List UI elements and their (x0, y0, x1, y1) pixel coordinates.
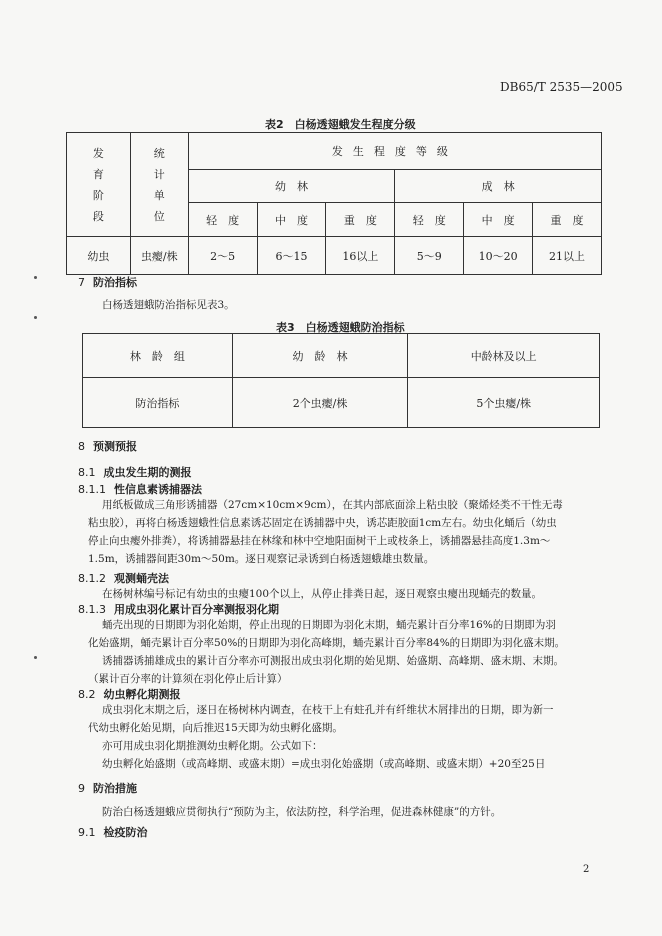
grade-cell: 轻 度 (188, 203, 257, 237)
value-cell: 6～15 (257, 237, 326, 275)
text-line: 幼虫孵化始盛期（或高峰期、或盛末期）=成虫羽化始盛期（或高峰期、或盛末期）+20至25日 (102, 758, 546, 770)
table-row (67, 237, 602, 275)
value-cell: 5个虫瘿/株 (408, 378, 600, 428)
section-title: 用成虫羽化累计百分率测报羽化期 (114, 603, 279, 616)
text-line: 用纸板做成三角形诱捕器（27cm×10cm×9cm），在其内部底面涂上粘虫胶（聚烯烃类不干性无毒 (102, 499, 563, 511)
section-9-1-heading (78, 824, 148, 840)
text-line: 化始盛期，蛹壳累计百分率50%的日期即为羽化高峰期，蛹壳累计百分率84%的日期即为羽化盛末期。 (88, 637, 566, 649)
section-title: 预测预报 (93, 440, 137, 453)
unit-cell: 虫瘿/株 (130, 237, 188, 275)
section-title: 幼虫孵化期测报 (103, 688, 181, 701)
section-number: 8.2 (78, 688, 96, 701)
grade-cell: 轻 度 (395, 203, 464, 237)
text-line: 停止向虫瘿外排粪），将诱捕器悬挂在林缘和林中空地阳面树干上或枝条上，诱捕器悬挂高度1.3m～ (88, 535, 551, 547)
section-7-paragraph: 白杨透翅蛾防治指标见表3。 (102, 299, 235, 311)
grade-cell: 重 度 (533, 203, 602, 237)
text-line: 成虫羽化末期之后，逐日在杨树林内调查，在枝干上有蛀孔并有纤维状木屑排出的日期，即为新一 (102, 704, 554, 716)
section-number: 8 (78, 440, 85, 453)
section-number: 8.1.2 (78, 572, 106, 585)
section-8-2-body (88, 701, 608, 773)
section-title: 检疫防治 (103, 826, 148, 839)
header-cell: 林 龄 组 (83, 334, 233, 378)
table-row (83, 378, 600, 428)
unit-header: 统计单位 (153, 146, 165, 223)
text-line: 诱捕器诱捕雄成虫的累计百分率亦可测报出成虫羽化期的始见期、始盛期、高峰期、盛末期、末期。 (102, 655, 564, 667)
scan-dot (34, 656, 37, 659)
document-code: DB65/T 2535—2005 (500, 80, 623, 94)
section-8-1-2-heading (78, 570, 169, 586)
header-cell: 幼 龄 林 (232, 334, 408, 378)
section-number: 9 (78, 782, 85, 795)
value-cell: 5～9 (395, 237, 464, 275)
page-number: 2 (583, 864, 590, 875)
section-9-paragraph: 防治白杨透翅蛾应贯彻执行“预防为主，依法防控，科学治理，促进森林健康”的方针。 (102, 806, 502, 818)
occurrence-grade-table (66, 132, 602, 275)
section-8-2-heading (78, 686, 181, 702)
value-cell: 21以上 (533, 237, 602, 275)
grade-cell: 中 度 (464, 203, 533, 237)
section-title: 防治措施 (93, 782, 137, 795)
grade-cell: 重 度 (326, 203, 395, 237)
stage-header-cell (67, 133, 131, 237)
value-cell: 16以上 (326, 237, 395, 275)
section-8-heading (78, 438, 137, 454)
grade-cell: 中 度 (257, 203, 326, 237)
section-number: 7 (78, 276, 85, 289)
section-title: 性信息素诱捕器法 (114, 483, 202, 496)
row-label-cell: 防治指标 (83, 378, 233, 428)
section-8-1-1-heading (78, 481, 202, 497)
text-line: （累计百分率的计算须在羽化停止后计算） (88, 673, 288, 685)
level-header: 发生程度等级 (188, 133, 601, 170)
text-line: 亦可用成虫羽化期推测幼虫孵化期。公式如下： (102, 740, 323, 752)
mature-forest-header: 成 林 (395, 170, 602, 203)
value-cell: 2～5 (188, 237, 257, 275)
stage-cell: 幼虫 (67, 237, 131, 275)
value-cell: 10～20 (464, 237, 533, 275)
section-7-heading (78, 274, 137, 290)
section-title: 观测蛹壳法 (114, 572, 169, 585)
section-title: 成虫发生期的测报 (103, 466, 192, 479)
section-number: 9.1 (78, 826, 96, 839)
section-8-1-3-body (88, 616, 608, 688)
header-cell: 中龄林及以上 (408, 334, 600, 378)
section-number: 8.1.3 (78, 603, 106, 616)
scan-dot (34, 316, 37, 319)
section-number: 8.1 (78, 466, 96, 479)
text-line: 粘虫胶），再将白杨透翅蛾性信息素诱芯固定在诱捕器中央，诱芯距胶面1cm左右。幼虫化蛹后（幼虫 (88, 517, 557, 529)
stage-header: 发育阶段 (92, 146, 104, 223)
value-cell: 2个虫瘿/株 (232, 378, 408, 428)
section-title: 防治指标 (93, 276, 137, 289)
section-8-1-3-heading (78, 601, 279, 617)
young-forest-header: 幼 林 (188, 170, 395, 203)
unit-header-cell (130, 133, 188, 237)
section-8-1-1-body (88, 496, 608, 568)
control-index-table (82, 333, 600, 428)
section-number: 8.1.1 (78, 483, 106, 496)
table2-caption: 表2 白杨透翅蛾发生程度分级 (265, 118, 416, 131)
text-line: 在杨树林编号标记有幼虫的虫瘿100个以上，从停止排粪日起，逐日观察虫瘿出现蛹壳的数量。 (102, 588, 543, 600)
table3-caption: 表3 白杨透翅蛾防治指标 (276, 321, 405, 334)
scan-dot (34, 276, 37, 279)
text-line: 代幼虫孵化始见期，向后推迟15天即为幼虫孵化盛期。 (88, 722, 343, 734)
section-9-heading (78, 780, 137, 796)
text-line: 蛹壳出现的日期即为羽化始期，停止出现的日期即为羽化末期，蛹壳累计百分率16%的日期即为羽 (102, 619, 556, 631)
text-line: 1.5m，诱捕器间距30m～50m。逐日观察记录诱到白杨透翅蛾雄虫数量。 (88, 553, 435, 565)
section-8-1-heading (78, 464, 192, 480)
